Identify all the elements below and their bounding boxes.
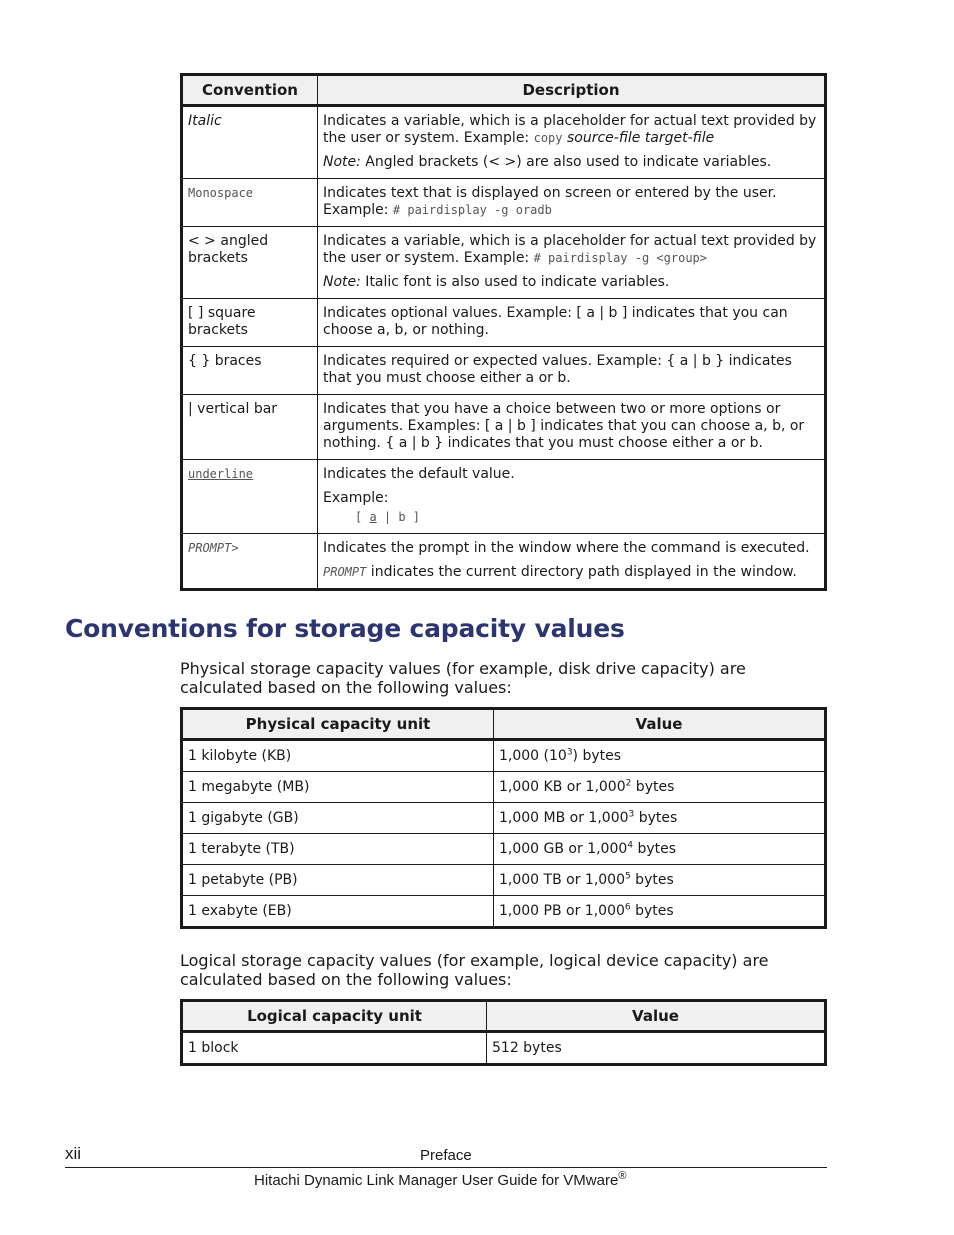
description-cell: Indicates the default value. Example: [ a | b ] (318, 460, 826, 534)
table-row (182, 299, 826, 347)
footer-title: Hitachi Dynamic Link Manager User Guide for VMware® (254, 1170, 627, 1189)
value-cell: 1,000 PB or 1,000$^6$ bytes (494, 896, 826, 928)
table-row (182, 179, 826, 227)
unit-cell: 1 block (182, 1032, 487, 1065)
unit-cell: 1 terabyte (TB) (182, 834, 494, 865)
value-cell: 1,000 KB or 1,000$^2$ bytes (494, 772, 826, 803)
convention-cell: underline (182, 460, 318, 534)
unit-cell: 1 kilobyte (KB) (182, 740, 494, 772)
table-row (182, 227, 826, 299)
footer-section: Preface (420, 1147, 472, 1164)
table-header-row (182, 75, 826, 106)
logical-intro-text: Logical storage capacity values (for example, logical device capacity) are calculated based on the following values: (180, 951, 769, 989)
convention-cell: < > angled brackets (182, 227, 318, 299)
physical-capacity-table (180, 707, 827, 929)
column-header: Physical capacity unit (182, 709, 494, 740)
convention-cell: PROMPT> (182, 534, 318, 590)
physical-intro-text: Physical storage capacity values (for example, disk drive capacity) are calculated based on the following values: (180, 659, 746, 697)
logical-capacity-table (180, 999, 827, 1066)
table-row (182, 772, 826, 803)
value-cell: 1,000 GB or 1,000$^4$ bytes (494, 834, 826, 865)
page-number: xii (65, 1144, 82, 1163)
table-row (182, 347, 826, 395)
value-cell: 1,000 $(10^3)$ bytes (494, 740, 826, 772)
table-row (182, 460, 826, 534)
table-row (182, 395, 826, 460)
description-cell: Indicates text that is displayed on screen or entered by the user. Example: # pairdisplay -g oradb (318, 179, 826, 227)
description-cell: Indicates that you have a choice between two or more options or arguments. Examples: [ a | b ] indicates that you can choose a, b, or nothing. { a | b } indicates that you must choose either a or b. (318, 395, 826, 460)
footer-divider (65, 1167, 827, 1168)
table-header-row (182, 709, 826, 740)
table-row (182, 865, 826, 896)
table-row (182, 1032, 826, 1065)
value-cell: 1,000 MB or 1,000$^3$ bytes (494, 803, 826, 834)
value-cell: 512 bytes (487, 1032, 826, 1065)
column-header: Value (494, 709, 826, 740)
column-header: Value (487, 1001, 826, 1032)
table-row (182, 740, 826, 772)
table-row (182, 106, 826, 179)
unit-cell: 1 petabyte (PB) (182, 865, 494, 896)
convention-cell: { } braces (182, 347, 318, 395)
convention-cell: Italic (182, 106, 318, 179)
unit-cell: 1 exabyte (EB) (182, 896, 494, 928)
unit-cell: 1 megabyte (MB) (182, 772, 494, 803)
description-cell: Indicates required or expected values. Example: { a | b } indicates that you must choose either a or b. (318, 347, 826, 395)
description-cell: Indicates optional values. Example: [ a | b ] indicates that you can choose a, b, or nothing. (318, 299, 826, 347)
unit-cell: 1 gigabyte (GB) (182, 803, 494, 834)
convention-cell: [ ] square brackets (182, 299, 318, 347)
value-cell: 1,000 TB or 1,000$^5$ bytes (494, 865, 826, 896)
table-row (182, 534, 826, 590)
convention-cell: Monospace (182, 179, 318, 227)
conventions-table (180, 73, 827, 591)
description-cell: Indicates a variable, which is a placeholder for actual text provided by the user or system. Example: # pairdisplay -g <group> Note: Italic font is also used to indicate variables. (318, 227, 826, 299)
convention-cell: | vertical bar (182, 395, 318, 460)
table-header-row (182, 1001, 826, 1032)
column-header: Convention (182, 75, 318, 106)
column-header: Description (318, 75, 826, 106)
table-row (182, 896, 826, 928)
table-row (182, 834, 826, 865)
table-row (182, 803, 826, 834)
description-cell: Indicates the prompt in the window where the command is executed. PROMPT indicates the current directory path displayed in the window. (318, 534, 826, 590)
column-header: Logical capacity unit (182, 1001, 487, 1032)
description-cell: Indicates a variable, which is a placeholder for actual text provided by the user or system. Example: copy source-file target-file Note: Angled brackets (< >) are also used to indicate variables. (318, 106, 826, 179)
section-heading: Conventions for storage capacity values (65, 614, 625, 643)
